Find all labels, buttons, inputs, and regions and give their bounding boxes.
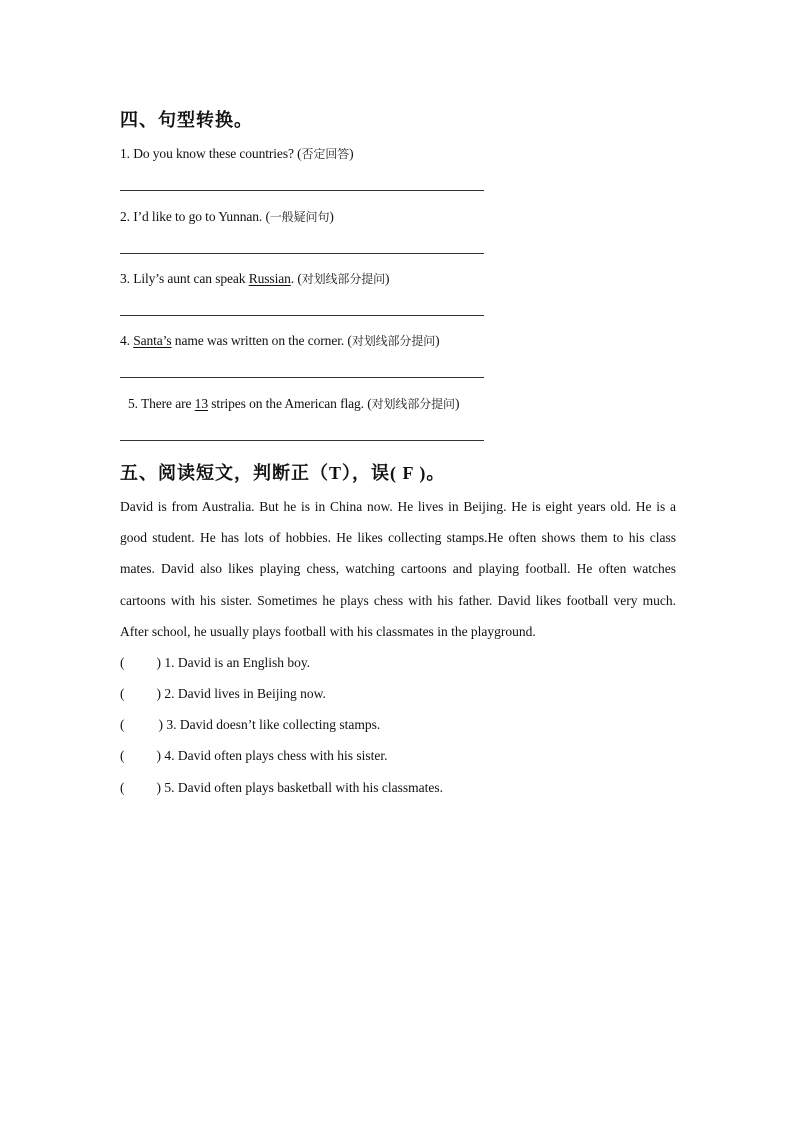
answer-paren-close: ) xyxy=(158,717,163,732)
answer-paren-close: ) xyxy=(156,780,161,795)
transform-item-1 xyxy=(120,145,354,162)
tf-question-2 xyxy=(120,686,326,702)
item-close: ) xyxy=(349,146,354,161)
answer-paren-open[interactable]: ( xyxy=(120,748,125,763)
item-note: 一般疑问句 xyxy=(269,210,330,224)
tf-question-4 xyxy=(120,748,387,764)
answer-paren-open[interactable]: ( xyxy=(120,780,125,795)
tf-question-3 xyxy=(120,717,380,733)
tf-question-1 xyxy=(120,655,310,671)
transform-item-3 xyxy=(120,270,389,287)
item-note: 对划线部分提问 xyxy=(351,334,436,348)
tf-question-5 xyxy=(120,780,443,796)
question-text: 2. David lives in Beijing now. xyxy=(161,686,326,701)
item-note: 否定回答 xyxy=(301,147,350,161)
item-text-after: stripes on the American flag. ( xyxy=(207,396,372,411)
answer-line-2[interactable] xyxy=(120,253,484,254)
item-text: 2. I’d like to go to Yunnan. ( xyxy=(120,209,270,224)
passage-line-5: After school, he usually plays football with his classmates in the playground. xyxy=(120,624,536,639)
item-text: 4. xyxy=(120,333,134,348)
underlined-word: 13 xyxy=(194,396,208,411)
question-text: 3. David doesn’t like collecting stamps. xyxy=(163,717,381,732)
heading-part: ），误 xyxy=(342,463,391,484)
underlined-word: Santa’s xyxy=(133,333,172,348)
item-text-after: . ( xyxy=(290,271,302,286)
item-close: ) xyxy=(454,396,460,411)
item-close: ) xyxy=(435,333,440,348)
item-close: ) xyxy=(385,271,390,286)
heading-true-mark: T xyxy=(329,463,343,483)
item-text: 5. There are xyxy=(128,396,195,411)
heading-part: 五、阅读短文，判断正（ xyxy=(120,463,329,484)
item-note: 对划线部分提问 xyxy=(371,397,455,411)
item-text: 3. Lily’s aunt can speak xyxy=(120,271,249,286)
answer-paren-open[interactable]: ( xyxy=(120,655,125,670)
transform-item-2 xyxy=(120,208,334,225)
answer-paren-close: ) xyxy=(156,748,161,763)
question-text: 4. David often plays chess with his sister. xyxy=(161,748,388,763)
answer-line-4[interactable] xyxy=(120,377,484,378)
answer-line-3[interactable] xyxy=(120,315,484,316)
heading-part: 。 xyxy=(426,463,446,484)
underlined-word: Russian xyxy=(248,271,291,286)
section5-heading xyxy=(120,459,445,485)
item-note: 对划线部分提问 xyxy=(301,272,386,286)
question-text: 5. David often plays basketball with his classmates. xyxy=(161,780,443,795)
passage-line-3: mates. David also likes playing chess, watching cartoons and playing football. He often watches xyxy=(120,561,676,576)
item-text-after: name was written on the corner. ( xyxy=(171,333,352,348)
answer-paren-open[interactable]: ( xyxy=(120,686,125,701)
answer-paren-close: ) xyxy=(156,655,161,670)
passage-line-1: David is from Australia. But he is in China now. He lives in Beijing. He is eight years old. He is a xyxy=(120,499,676,514)
answer-paren-close: ) xyxy=(156,686,161,701)
transform-item-5 xyxy=(128,395,459,412)
question-text: 1. David is an English boy. xyxy=(161,655,311,670)
item-text: 1. Do you know these countries? ( xyxy=(120,146,302,161)
answer-line-5[interactable] xyxy=(120,440,484,441)
passage-line-4: cartoons with his sister. Sometimes he plays chess with his father. David likes football very much. xyxy=(120,593,676,608)
heading-false-mark: ( F ) xyxy=(390,463,427,483)
answer-line-1[interactable] xyxy=(120,190,484,191)
passage-line-2: good student. He has lots of hobbies. He likes collecting stamps.He often shows them to his class xyxy=(120,530,676,545)
transform-item-4 xyxy=(120,332,440,349)
section4-heading: 四、句型转换。 xyxy=(120,110,253,131)
answer-paren-open[interactable]: ( xyxy=(120,717,125,732)
item-close: ) xyxy=(329,209,334,224)
